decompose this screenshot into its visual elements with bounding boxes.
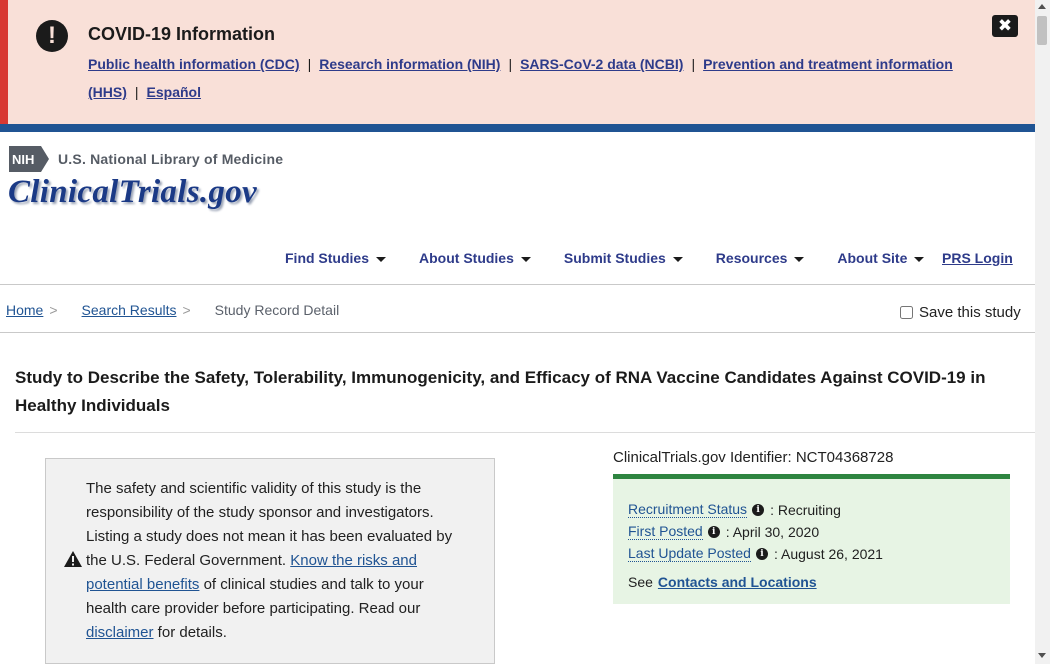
covid-alert-title: COVID-19 Information <box>88 24 276 44</box>
status-row-first-posted <box>628 523 819 540</box>
title-divider <box>15 432 1035 433</box>
save-study-control[interactable] <box>900 304 1021 321</box>
nav-submit-studies[interactable] <box>564 250 683 266</box>
close-alert-button[interactable] <box>992 15 1018 37</box>
caret-down-icon <box>914 257 924 262</box>
link-hhs[interactable]: Prevention and treatment information (HHS) <box>88 56 953 100</box>
status-row-recruitment <box>628 501 841 518</box>
breadcrumb-current: Study Record Detail <box>214 302 340 318</box>
breadcrumb-separator: > <box>182 302 191 318</box>
info-icon[interactable]: i <box>708 526 720 538</box>
nav-about-studies[interactable] <box>419 250 531 266</box>
study-identifier: ClinicalTrials.gov Identifier: NCT04368728 <box>613 449 894 466</box>
caret-down-icon <box>794 257 804 262</box>
last-update-value: : August 26, 2021 <box>773 545 883 562</box>
first-posted-label[interactable]: First Posted <box>628 523 703 539</box>
close-icon: ✖ <box>997 16 1013 35</box>
link-espanol[interactable]: Español <box>146 84 201 100</box>
breadcrumb-home[interactable]: Home <box>6 302 44 318</box>
scrollbar-thumb[interactable] <box>1037 16 1047 45</box>
link-separator: | <box>508 56 513 72</box>
disclaimer-box <box>45 458 495 664</box>
breadcrumb-divider <box>0 332 1035 333</box>
see-label: See <box>628 574 653 590</box>
site-logo[interactable]: ClinicalTrials.gov <box>8 174 257 210</box>
recruitment-status-value: : Recruiting <box>770 501 841 518</box>
save-study-label: Save this study <box>919 304 1021 321</box>
last-update-label[interactable]: Last Update Posted <box>628 545 751 561</box>
scroll-up-arrow-icon[interactable] <box>1038 4 1046 9</box>
link-separator: | <box>691 56 696 72</box>
warning-icon <box>64 551 82 567</box>
link-separator: | <box>134 84 139 100</box>
caret-down-icon <box>376 257 386 262</box>
first-posted-value: : April 30, 2020 <box>725 523 820 540</box>
vertical-scrollbar[interactable] <box>1035 0 1050 664</box>
link-nih[interactable]: Research information (NIH) <box>319 56 501 72</box>
info-icon[interactable]: i <box>756 548 768 560</box>
contacts-locations-link[interactable]: Contacts and Locations <box>657 574 817 590</box>
disclaimer-text-part: for details. <box>153 624 227 641</box>
nav-label: About Studies <box>419 250 514 266</box>
breadcrumb <box>6 302 339 318</box>
covid-alert-banner <box>0 0 1035 124</box>
caret-down-icon <box>673 257 683 262</box>
nih-logo-text: NIH <box>12 152 35 167</box>
disclaimer-text <box>86 477 456 645</box>
breadcrumb-search-results[interactable]: Search Results <box>81 302 177 318</box>
info-icon[interactable]: i <box>752 504 764 516</box>
exclamation-circle-icon: ! <box>36 20 68 52</box>
header-rule <box>0 124 1035 132</box>
nlm-name[interactable]: U.S. National Library of Medicine <box>58 151 284 167</box>
disclaimer-text-part: of clinical studies and talk to your health care provider before participating. Read our <box>86 576 424 617</box>
nav-label: Resources <box>715 250 788 266</box>
breadcrumb-separator: > <box>49 302 58 318</box>
nav-resources[interactable] <box>716 250 805 266</box>
scroll-down-arrow-icon[interactable] <box>1038 653 1046 658</box>
see-contacts-row <box>628 574 817 590</box>
link-ncbi[interactable]: SARS-CoV-2 data (NCBI) <box>520 56 684 72</box>
risks-benefits-link[interactable]: Know the risks and potential benefits <box>86 552 417 593</box>
nih-logo[interactable] <box>9 146 49 172</box>
disclaimer-text-part: The safety and scientific validity of this study is the responsibility of the study sponsor and investigators. Listing a study does not mean it has been evaluated by the U.S. Federal Government. <box>86 480 453 569</box>
disclaimer-link[interactable]: disclaimer <box>86 624 154 641</box>
nav-divider <box>0 284 1035 285</box>
status-box <box>613 474 1010 604</box>
recruitment-status-label[interactable]: Recruitment Status <box>628 501 748 517</box>
prs-login-link[interactable]: PRS Login <box>942 250 1013 266</box>
link-separator: | <box>307 56 312 72</box>
save-study-checkbox[interactable] <box>900 306 913 319</box>
nav-find-studies[interactable] <box>285 250 386 266</box>
nav-label: Submit Studies <box>563 250 666 266</box>
nav-label: Find Studies <box>285 250 369 266</box>
study-title: Study to Describe the Safety, Tolerability, Immunogenicity, and Efficacy of RNA Vaccine Candidates Against COVID-19 in Healthy Individuals <box>15 368 986 415</box>
covid-links <box>88 50 988 106</box>
status-row-last-update <box>628 545 883 562</box>
link-cdc[interactable]: Public health information (CDC) <box>88 56 300 72</box>
nav-about-site[interactable] <box>837 250 924 266</box>
nav-label: About Site <box>837 250 908 266</box>
caret-down-icon <box>521 257 531 262</box>
main-nav <box>285 250 957 266</box>
